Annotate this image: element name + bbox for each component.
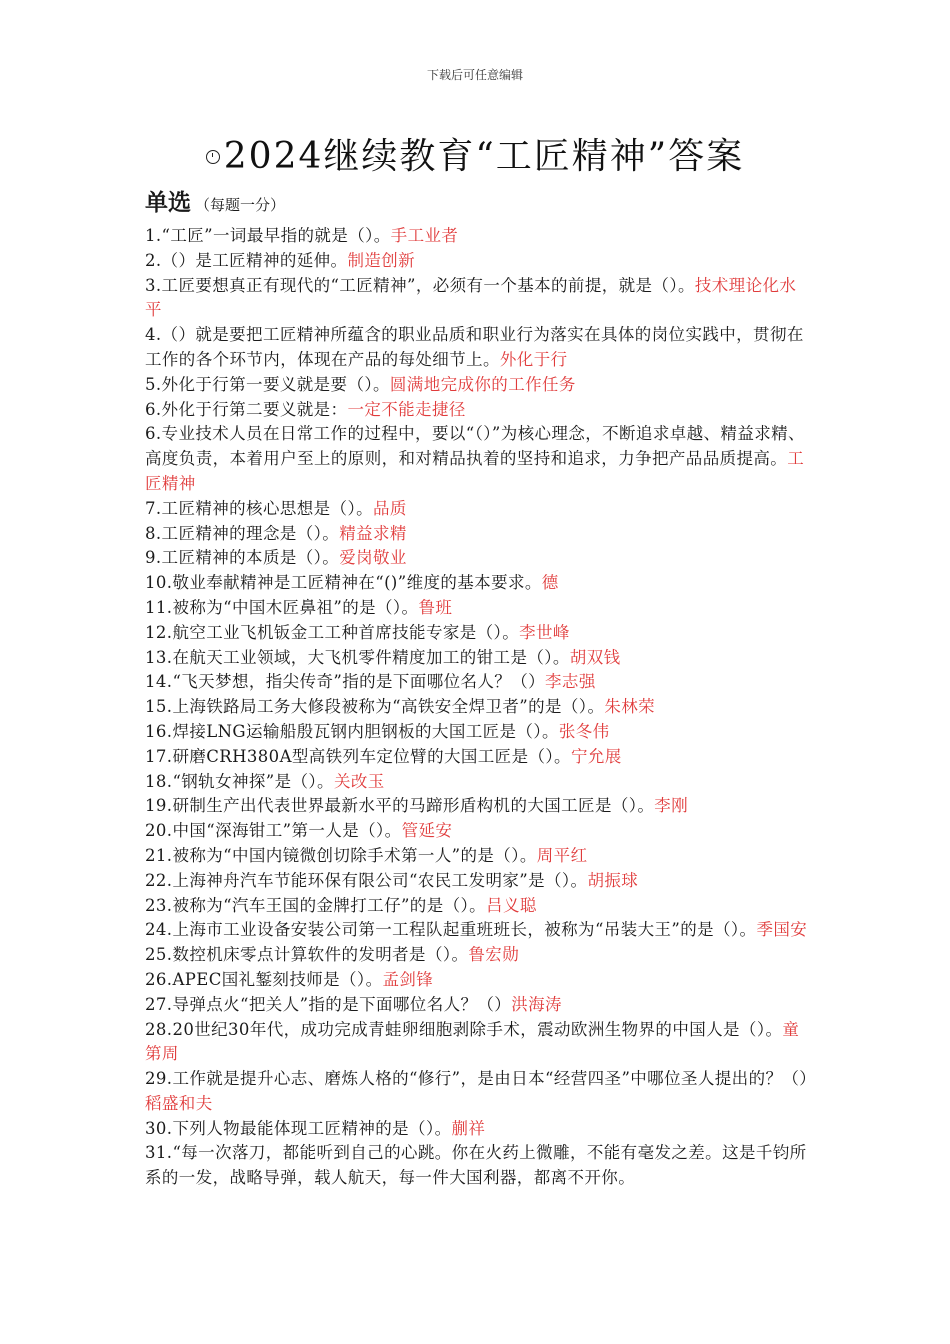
question-text: 17.研磨CRH380A型高铁列车定位臂的大国工匠是（）。 — [145, 746, 571, 766]
question-text: 29.工作就是提升心志、磨炼人格的“修行”，是由日本“经营四圣”中哪位圣人提出的？（） — [145, 1069, 817, 1089]
question-item — [145, 745, 810, 770]
question-item — [145, 546, 810, 571]
question-item — [145, 596, 810, 621]
answer-text: 手工业者 — [390, 226, 459, 245]
answer-text: 李志强 — [545, 672, 596, 692]
answer-text: 胡双钱 — [569, 647, 621, 667]
answer-text: 圆满地完成你的工作任务 — [389, 374, 576, 394]
question-item — [145, 422, 810, 496]
question-item — [145, 918, 810, 943]
question-text: 5.外化于行第一要义就是要（）。 — [145, 374, 390, 394]
answer-text: 张冬伟 — [558, 721, 610, 741]
answer-text: 李刚 — [654, 796, 689, 816]
question-item — [145, 720, 810, 745]
question-text: 12.航空工业飞机钣金工工种首席技能专家是（）。 — [145, 622, 520, 642]
question-item — [145, 398, 810, 423]
question-item — [145, 497, 810, 522]
question-text: 19.研制生产出代表世界最新水平的马蹄形盾构机的大国工匠是（）。 — [145, 796, 655, 816]
question-item — [145, 819, 810, 844]
question-item — [145, 943, 810, 968]
question-text: 1.“工匠”一词最早指的就是（）。 — [145, 226, 391, 245]
question-text: 24.上海市工业设备安装公司第一工程队起重班班长，被称为“吊装大王”的是（）。 — [145, 920, 757, 940]
question-text: 6.外化于行第二要义就是： — [145, 399, 348, 419]
answer-text: 技术理论化水平 — [145, 275, 797, 320]
section-note: （每题一分） — [195, 196, 286, 214]
question-text: 22.上海神舟汽车节能环保有限公司“农民工发明家”是（）。 — [145, 870, 588, 890]
answer-text: 鲁班 — [418, 597, 453, 617]
question-item — [145, 993, 810, 1018]
question-item — [145, 274, 810, 324]
answer-text: 一定不能走捷径 — [347, 399, 466, 419]
question-item — [145, 1067, 817, 1117]
question-text: 25.数控机床零点计算软件的发明者是（）。 — [145, 945, 469, 965]
answer-text: 精益求精 — [339, 523, 407, 543]
question-text: 21.被称为“中国内镜微创切除手术第一人”的是（）。 — [145, 845, 537, 865]
question-item — [145, 522, 810, 547]
question-list — [145, 224, 817, 1191]
question-item — [145, 968, 810, 993]
question-text: 9.工匠精神的本质是（）。 — [145, 548, 340, 568]
question-item — [145, 1141, 810, 1191]
question-text: 14.“飞天梦想，指尖传奇”指的是下面哪位名人？（） — [145, 672, 546, 692]
question-text: 10.敬业奉献精神是工匠精神在“()”维度的基本要求。 — [145, 573, 542, 593]
answer-text: 朱林荣 — [604, 697, 656, 717]
question-item — [145, 1018, 810, 1068]
question-text: 13.在航天工业领域，大飞机零件精度加工的钳工是（）。 — [145, 647, 570, 667]
question-text: 23.被称为“汽车王国的金牌打工仔”的是（）。 — [145, 895, 487, 915]
answer-text: 孟剑锋 — [382, 969, 434, 989]
question-text: 18.“钢轨女神探”是（）。 — [145, 771, 334, 791]
question-text: 8.工匠精神的理念是（）。 — [145, 523, 340, 543]
answer-text: 童第周 — [145, 1019, 800, 1064]
question-text: 11.被称为“中国木匠鼻祖”的是（）。 — [145, 597, 419, 617]
answer-text: 吕义聪 — [486, 895, 537, 915]
answer-text: 季国安 — [756, 920, 808, 940]
question-item — [145, 249, 810, 274]
question-item — [145, 621, 810, 646]
answer-text: 鲁宏勋 — [468, 945, 520, 965]
question-text: 4.（）就是要把工匠精神所蕴含的职业品质和职业行为落实在具体的岗位实践中，贯彻在工作的各个环节内，体现在产品的每处细节上。 — [145, 325, 804, 369]
page-title-text: 2024继续教育“工匠精神”答案 — [223, 136, 745, 177]
page-title — [0, 128, 950, 179]
answer-text: 品质 — [373, 498, 407, 518]
question-text: 30.下列人物最能体现工匠精神的是（）。 — [145, 1118, 452, 1138]
question-item — [145, 646, 810, 671]
question-item — [145, 224, 810, 249]
question-text: 27.导弹点火“把关人”指的是下面哪位名人？（） — [145, 994, 512, 1014]
answer-text: 洪海涛 — [511, 994, 562, 1014]
answer-text: 蒯祥 — [451, 1118, 486, 1138]
answer-text: 关改玉 — [333, 771, 385, 791]
question-text: 31.“每一次落刀，都能听到自己的心跳。你在火药上微雕，不能有毫发之差。这是千钧所系的一发，战略导弹，载人航天，每一件大国利器，都离不开你。 — [145, 1143, 807, 1188]
question-text: 2.（）是工匠精神的延伸。 — [145, 250, 348, 270]
question-item — [145, 844, 810, 869]
answer-text: 李世峰 — [519, 622, 570, 642]
question-text: 20.中国“深海钳工”第一人是（）。 — [145, 821, 402, 841]
question-text: 3.工匠要想真正有现代的“工匠精神”，必须有一个基本的前提，就是（）。 — [145, 275, 695, 295]
question-item — [145, 770, 810, 795]
section-heading — [145, 184, 285, 217]
question-item — [145, 869, 810, 894]
question-text: 28.20世纪30年代，成功完成青蛙卵细胞剥除手术，震动欧洲生物界的中国人是（）。 — [145, 1019, 783, 1039]
question-text: 26.APEC国礼錾刻技师是（）。 — [145, 969, 383, 989]
answer-text: 德 — [541, 573, 559, 593]
section-label: 单选 — [145, 190, 191, 216]
answer-text: 周平红 — [536, 845, 588, 865]
answer-text: 稻盛和夫 — [145, 1093, 213, 1113]
question-item — [145, 1117, 810, 1142]
question-text: 16.焊接LNG运输船殷瓦钢内胆钢板的大国工匠是（）。 — [145, 721, 559, 741]
question-text: 7.工匠精神的核心思想是（）。 — [145, 498, 373, 518]
question-text: 6.专业技术人员在日常工作的过程中，要以“（）”为核心理念，不断追求卓越、精益求精、高度负责，本着用户至上的原则，和对精品执着的坚持和追求，力争把产品品质提高。 — [145, 424, 805, 469]
answer-text: 胡振球 — [587, 870, 639, 890]
question-item — [145, 695, 810, 720]
question-item — [145, 794, 810, 819]
answer-text: 外化于行 — [499, 349, 568, 369]
answer-text: 管延安 — [401, 821, 453, 841]
answer-text: 爱岗敬业 — [339, 548, 407, 568]
question-item — [145, 373, 810, 398]
question-item — [145, 323, 810, 373]
answer-text: 工匠精神 — [145, 449, 805, 493]
question-item — [145, 670, 810, 695]
question-item — [145, 571, 810, 596]
header-note: 下载后可任意编辑 — [426, 68, 523, 82]
question-item — [145, 894, 810, 919]
answer-text: 制造创新 — [347, 250, 416, 270]
answer-text: 宁允展 — [570, 746, 622, 766]
question-text: 15.上海铁路局工务大修段被称为“高铁安全焊卫者”的是（）。 — [145, 697, 605, 717]
clock-icon — [206, 150, 220, 164]
